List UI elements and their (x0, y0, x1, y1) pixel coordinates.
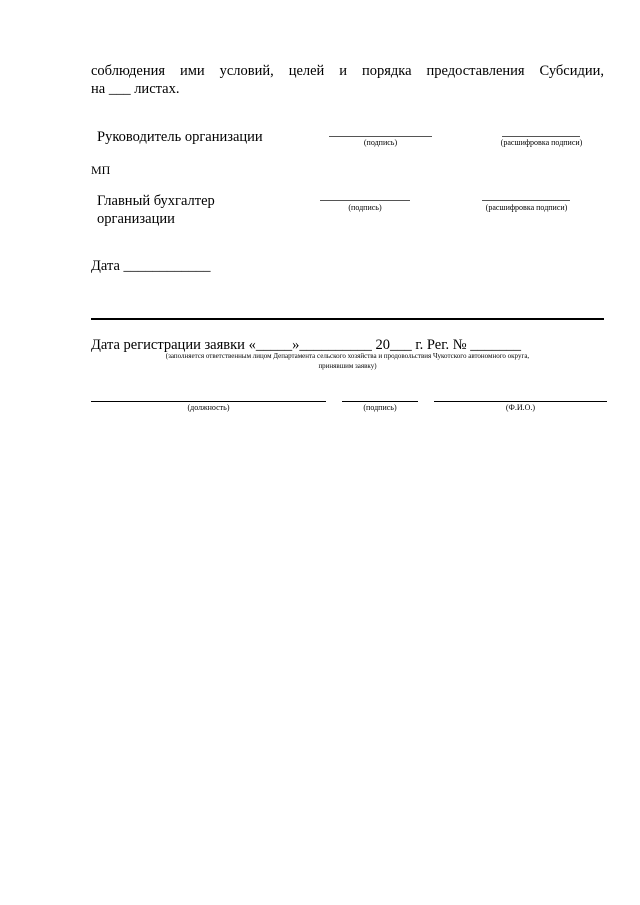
intro-line-2: на ___ листах. (91, 81, 180, 97)
registrar-name-caption: (Ф.И.О.) (505, 403, 536, 412)
head-decode-line[interactable] (502, 136, 580, 137)
date-field[interactable]: Дата ____________ (91, 258, 211, 274)
registration-note-line-1: (заполняется ответственным лицом Департамента сельского хозяйства и продовольствия Чукотского автономного округа, (165, 352, 530, 360)
registrar-name-line[interactable] (434, 401, 607, 402)
position-caption: (должность) (187, 403, 230, 412)
registrar-sign-caption: (подпись) (363, 403, 397, 412)
section-separator (91, 318, 604, 320)
intro-line-1: соблюдения ими условий, целей и порядка предоставления Субсидии, (91, 63, 604, 79)
head-sign-line[interactable] (329, 136, 432, 137)
stamp-label: МП (91, 163, 111, 177)
accountant-decode-caption: (расшифровка подписи) (485, 203, 568, 212)
position-line[interactable] (91, 401, 326, 402)
head-decode-caption: (расшифровка подписи) (500, 138, 583, 147)
registration-note-line-2: принявшим заявку) (318, 362, 377, 370)
accountant-sign-line[interactable] (320, 200, 410, 201)
head-title: Руководитель организации (97, 129, 263, 145)
accountant-title-line-1: Главный бухгалтер (97, 193, 215, 209)
accountant-decode-line[interactable] (482, 200, 570, 201)
registration-line[interactable]: Дата регистрации заявки «_____»__________ 20___ г. Рег. № _______ (91, 337, 521, 353)
accountant-title-line-2: организации (97, 211, 175, 227)
accountant-sign-caption: (подпись) (348, 203, 382, 212)
registrar-sign-line[interactable] (342, 401, 418, 402)
head-sign-caption: (подпись) (363, 138, 398, 147)
